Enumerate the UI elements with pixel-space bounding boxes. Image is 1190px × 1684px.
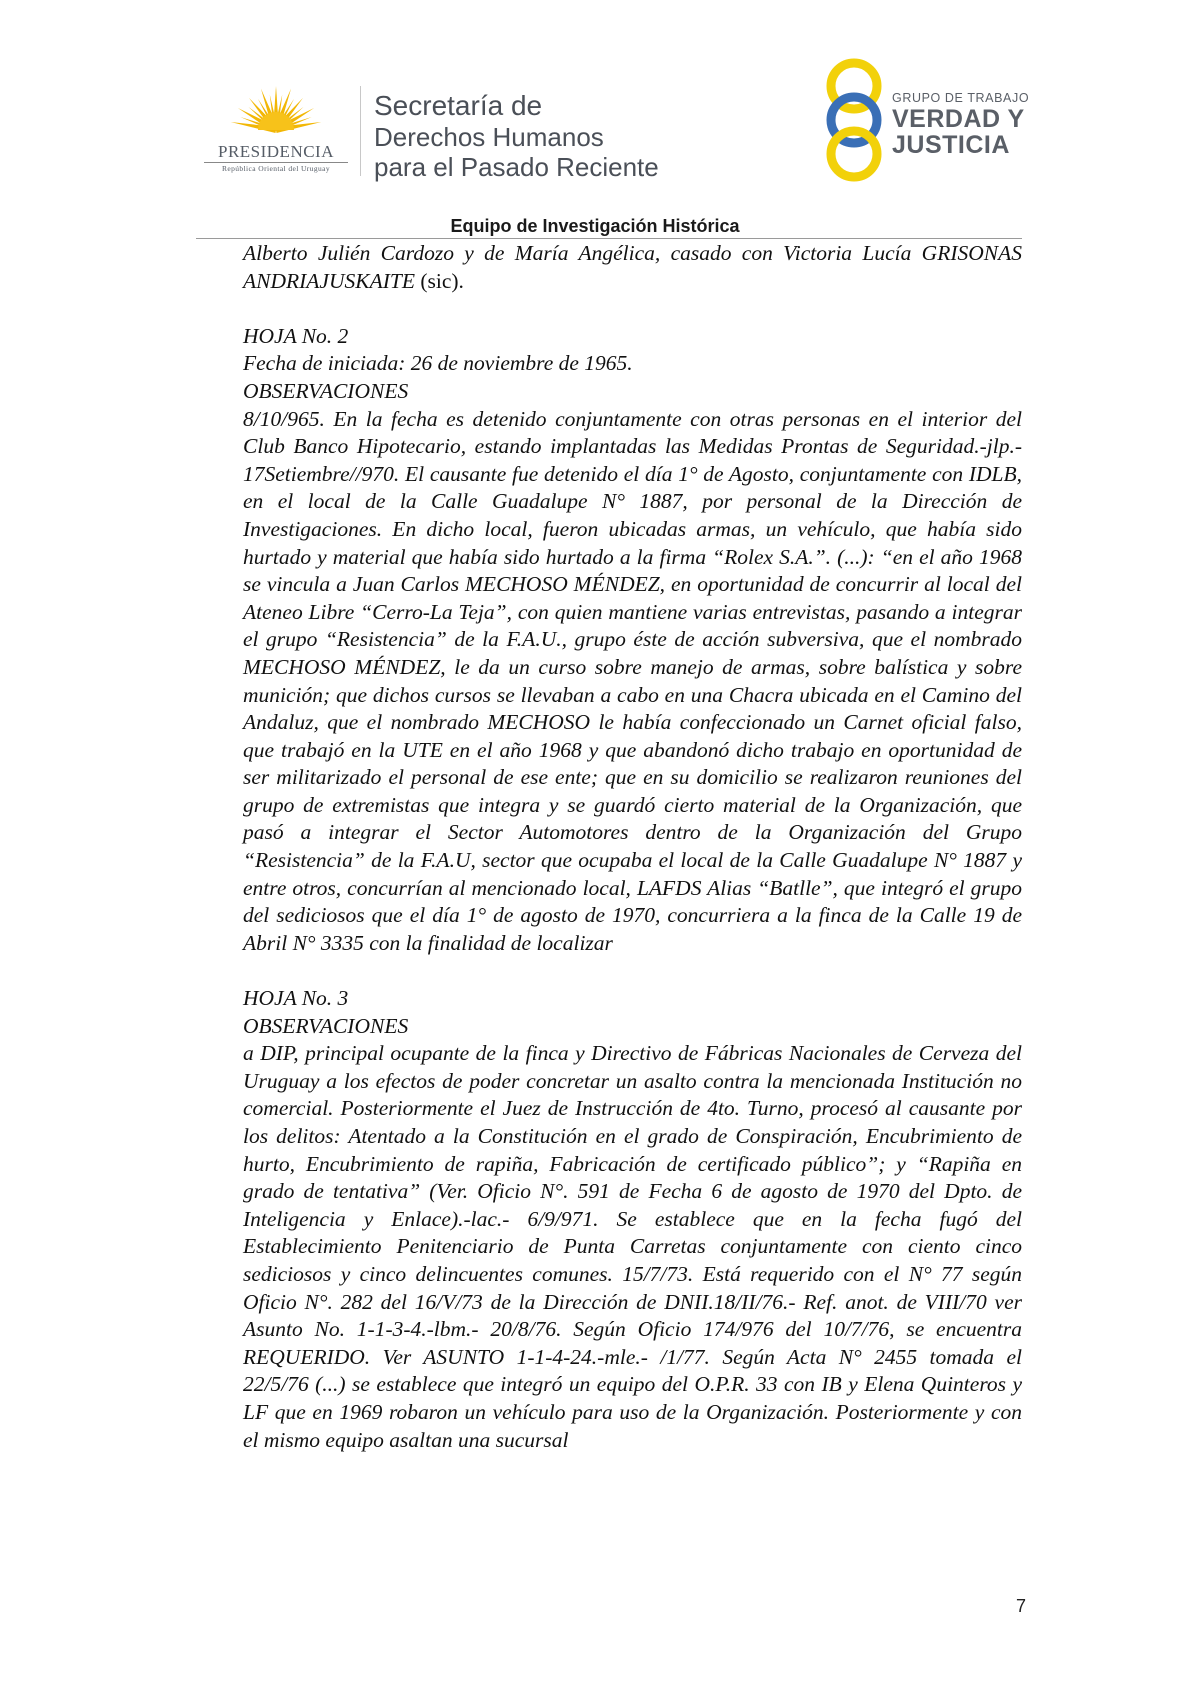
intro-paragraph xyxy=(243,240,1022,295)
document-body xyxy=(243,240,1022,1454)
hoja-2-observaciones-label: OBSERVACIONES xyxy=(243,378,409,403)
intro-text: Alberto Julién Cardozo y de María Angélica, casado con Victoria Lucía GRISONAS ANDRIAJUSKAITE xyxy=(243,241,1022,293)
vyj-line-2: VERDAD Y xyxy=(892,105,1025,133)
presidencia-subtitle: República Oriental del Uruguay xyxy=(221,164,330,173)
verdad-justicia-logo xyxy=(892,90,1029,158)
section-title: Equipo de Investigación Histórica xyxy=(450,216,740,236)
page-header xyxy=(0,0,1190,240)
secretaria-logo xyxy=(374,90,659,182)
vyj-line-1: GRUPO DE TRABAJO xyxy=(892,91,1030,105)
hoja-2-title: HOJA No. 2 xyxy=(243,323,349,348)
hoja-2-date: Fecha de iniciada: 26 de noviembre de 1965. xyxy=(243,351,633,376)
header-rule xyxy=(196,238,1022,239)
secretaria-line-1: Secretaría de xyxy=(374,90,543,121)
presidencia-logo xyxy=(196,80,356,180)
page-number: 7 xyxy=(1015,1596,1026,1616)
sun-of-may-icon xyxy=(196,80,356,144)
spacer xyxy=(243,295,1022,323)
spacer xyxy=(243,957,1022,985)
hoja-3-observaciones-text: a DIP, principal ocupante de la finca y Directivo de Fábricas Nacionales de Cerveza del Uruguay a los efectos de poder concretar un asalto contra la mencionada Institución no comercial. Posteriormente el Juez de Instrucción de 4to. Turno, procesó al causante por los delitos: Atentado a la Constitución en el grado de Conspiración, Encubrimiento de hurto, Encubrimiento de rapiña, Fabricación de certificado público”; y “Rapiña en grado de tentativa” (Ver. Oficio N°. 591 de Fecha 6 de agosto de 1970 del Dpto. de Inteligencia y Enlace).-lac.- 6/9/971. Se establece que en la fecha fugó del Establecimiento Penitenciario de Punta Carretas conjuntamente con ciento cinco sediciosos y cinco delincuentes comunes. 15/7/73. Está requerido con el N° 77 según Oficio N°. 282 del 16/V/73 de la Dirección de DNII.18/II/76.- Ref. anot. de VIII/70 ver Asunto No. 1-1-3-4.-lbm.- 20/8/76. Según Oficio 174/976 del 10/7/76, se encuentra REQUERIDO. Ver ASUNTO 1-1-4-24.-mle.- /1/77. Según Acta N° 2455 tomada el 22/5/76 (...) se establece que integró un equipo del O.P.R. 33 con IB y Elena Quinteros y LF que en 1969 robaron un vehículo para uso de la Organización. Posteriormente y con el mismo equipo asaltan una sucursal xyxy=(243,1041,1022,1452)
presidencia-name: PRESIDENCIA xyxy=(217,142,334,161)
vyj-line-3: JUSTICIA xyxy=(892,131,1010,159)
presidencia-divider xyxy=(204,162,348,163)
secretaria-line-3: para el Pasado Reciente xyxy=(374,152,659,182)
intro-sic: (sic). xyxy=(414,268,464,293)
hoja-3-observaciones-label: OBSERVACIONES xyxy=(243,1013,409,1038)
hoja-2-observaciones-text: 8/10/965. En la fecha es detenido conjuntamente con otras personas en el interior del Club Banco Hipotecario, estando implantadas las Medidas Prontas de Seguridad.-jlp.- 17Setiembre//970. El causante fue detenido el día 1° de Agosto, conjuntamente con IDLB, en el local de la Calle Guadalupe N° 1887, por personal de la Dirección de Investigaciones. En dicho local, fueron ubicadas armas, un vehículo, que había sido hurtado y material que había sido hurtado a la firma “Rolex S.A.”. (...): “en el año 1968 se vincula a Juan Carlos MECHOSO MÉNDEZ, en oportunidad de concurrir al local del Ateneo Libre “Cerro-La Teja”, con quien mantiene varias entrevistas, pasando a integrar el grupo “Resistencia” de la F.A.U., grupo éste de acción subversiva, que el nombrado MECHOSO MÉNDEZ, le da un curso sobre manejo de armas, sobre balística y sobre munición; que dichos cursos se llevaban a cabo en una Chacra ubicada en el Camino del Andaluz, que el nombrado MECHOSO le había confeccionado un Carnet oficial falso, que trabajó en la UTE en el año 1968 y que abandonó dicho trabajo en oportunidad de ser militarizado el personal de ese ente; que en su domicilio se realizaron reuniones del grupo de extremistas que integra y se guardó cierto material de la Organización, que pasó a integrar el Sector Automotores dentro de la Organización del Grupo “Resistencia” de la F.A.U, sector que ocupaba el local de la Calle Guadalupe N° 1887 y entre otros, concurrían al mencionado local, LAFDS Alias “Batlle”, que integró el grupo del sediciosos que el día 1° de agosto de 1970, concurriera a la finca de la Calle 19 de Abril N° 3335 con la finalidad de localizar xyxy=(243,406,1022,955)
logo-divider xyxy=(360,86,361,176)
secretaria-line-2: Derechos Humanos xyxy=(374,122,604,152)
hoja-3-title: HOJA No. 3 xyxy=(243,986,349,1011)
